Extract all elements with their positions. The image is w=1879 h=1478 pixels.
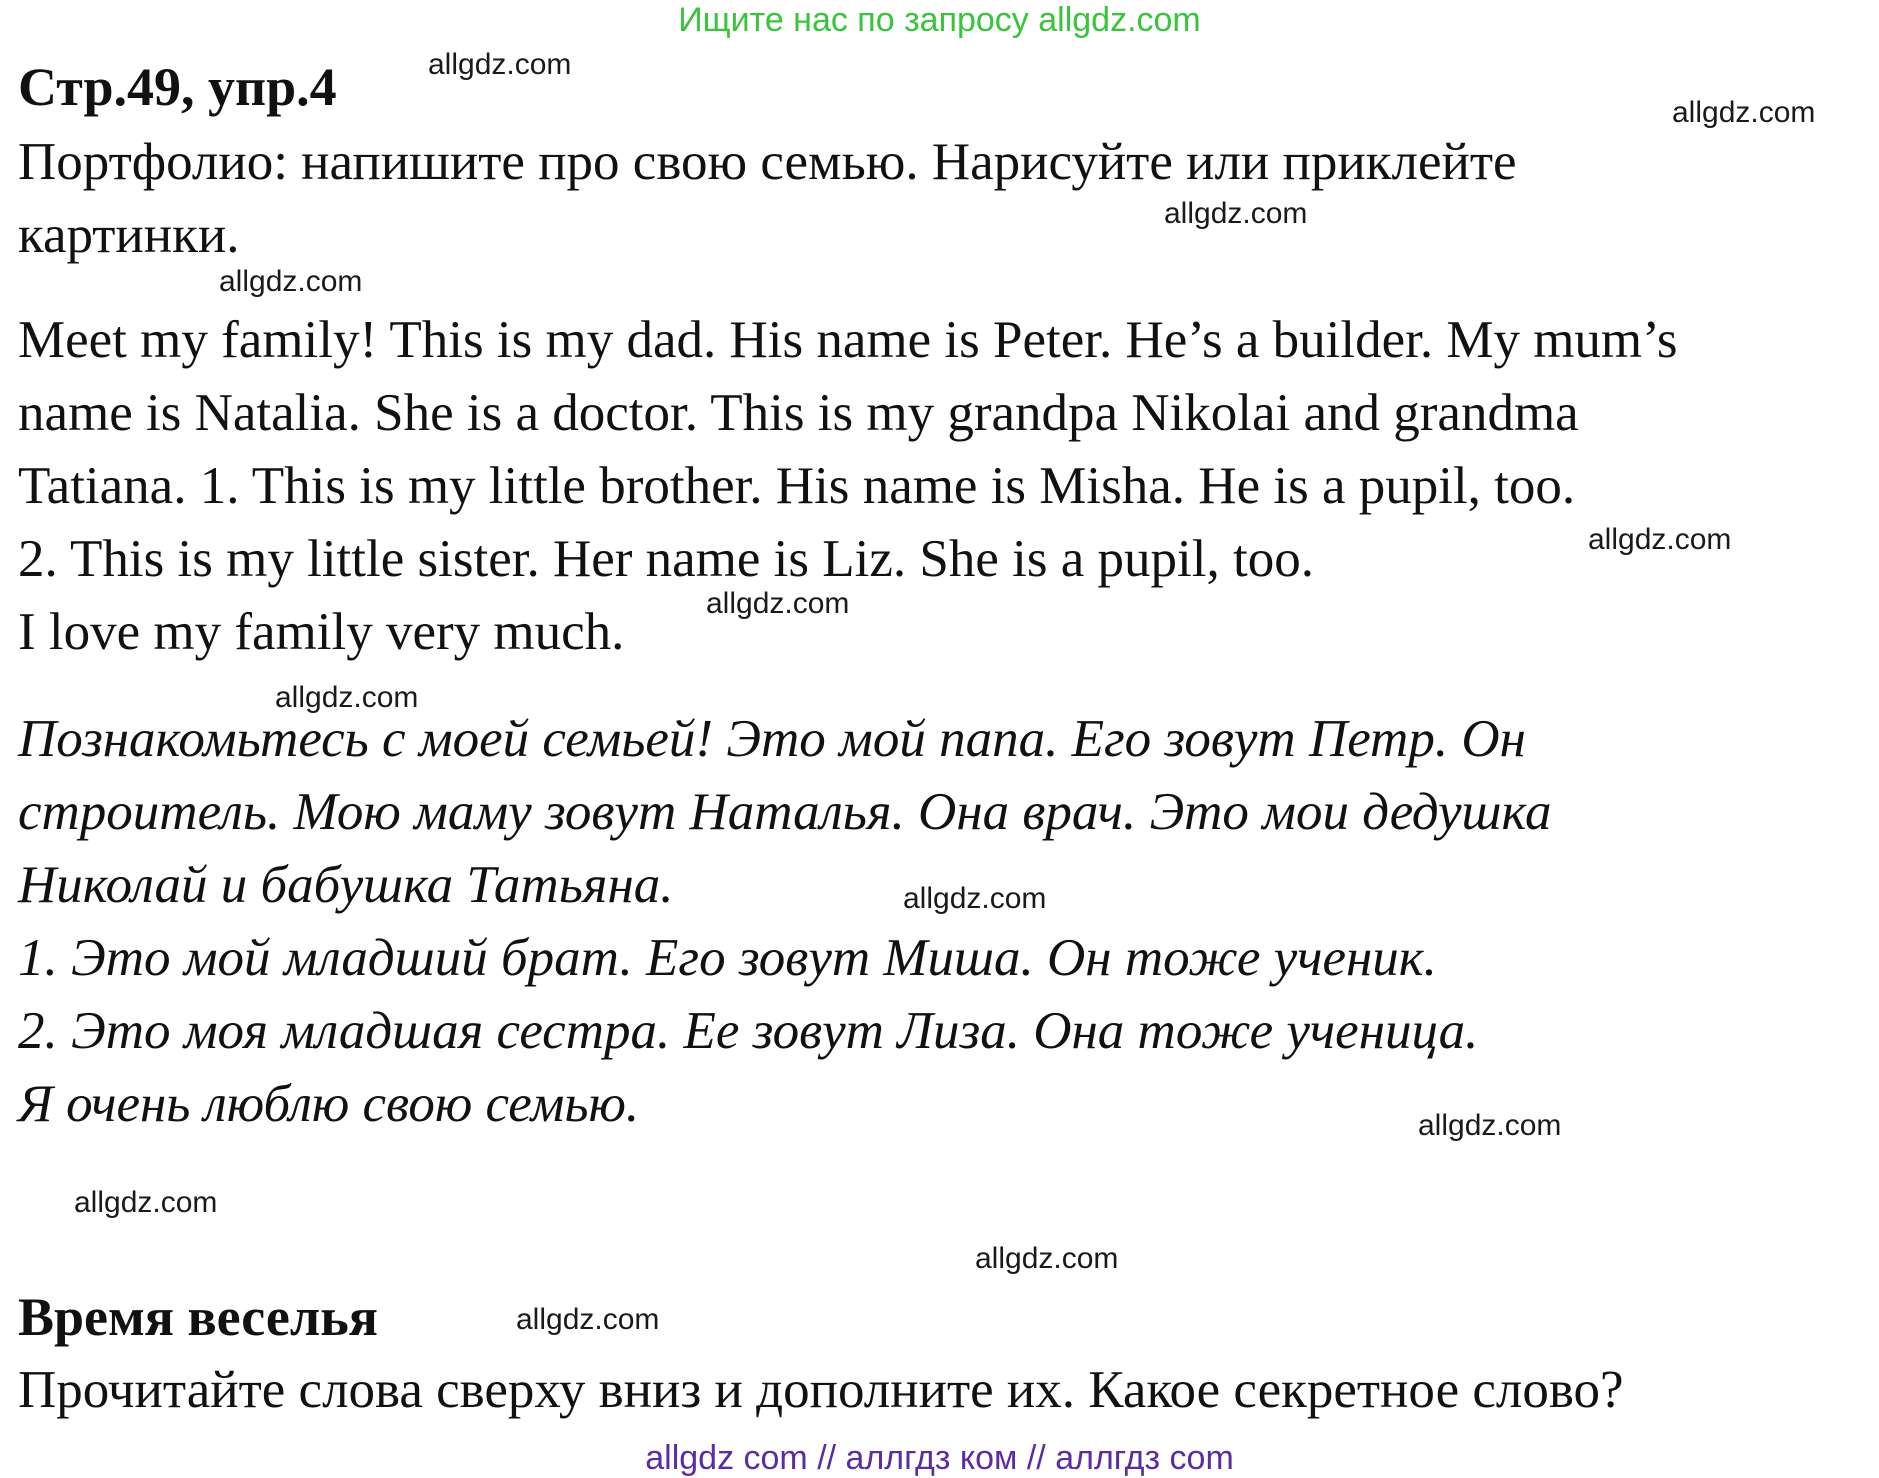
watermark: allgdz.com xyxy=(903,882,1047,915)
watermark: allgdz.com xyxy=(975,1242,1119,1275)
section-title: Время веселья xyxy=(18,1287,378,1347)
watermark: allgdz.com xyxy=(516,1303,660,1336)
english-text-line: Tatiana. 1. This is my little brother. His name is Misha. He is a pupil, too. xyxy=(18,457,1576,515)
exercise-title: Стр.49, упр.4 xyxy=(18,57,337,117)
watermark: allgdz.com xyxy=(706,587,850,620)
translation-line: 2. Это моя младшая сестра. Ее зовут Лиза. Она тоже ученица. xyxy=(18,1002,1479,1060)
watermark: allgdz.com xyxy=(74,1186,218,1219)
translation-line: Николай и бабушка Татьяна. xyxy=(18,856,674,914)
english-text-line: 2. This is my little sister. Her name is Liz. She is a pupil, too. xyxy=(18,530,1314,588)
section-instruction: Прочитайте слова сверху вниз и дополните их. Какое секретное слово? xyxy=(18,1361,1624,1419)
translation-line: строитель. Мою маму зовут Наталья. Она врач. Это мои дедушка xyxy=(18,783,1552,841)
top-banner: Ищите нас по запросу allgdz.com xyxy=(678,1,1201,39)
watermark: allgdz.com xyxy=(1588,523,1732,556)
instruction-line: картинки. xyxy=(18,206,240,264)
english-text-line: I love my family very much. xyxy=(18,603,625,661)
english-text-line: Meet my family! This is my dad. His name is Peter. He’s a builder. My mum’s xyxy=(18,311,1678,369)
instruction-line: Портфолио: напишите про свою семью. Нарисуйте или приклейте xyxy=(18,133,1517,191)
watermark: allgdz.com xyxy=(1418,1109,1562,1142)
watermark: allgdz.com xyxy=(1672,96,1816,129)
watermark: allgdz.com xyxy=(428,48,572,81)
watermark: allgdz.com xyxy=(219,265,363,298)
watermark: allgdz.com xyxy=(275,681,419,714)
bottom-banner: allgdz com // аллгдз ком // аллгдз com xyxy=(645,1439,1234,1477)
watermark: allgdz.com xyxy=(1164,197,1308,230)
translation-line: Я очень люблю свою семью. xyxy=(18,1075,640,1133)
english-text-line: name is Natalia. She is a doctor. This is my grandpa Nikolai and grandma xyxy=(18,384,1579,442)
translation-line: 1. Это мой младший брат. Его зовут Миша. Он тоже ученик. xyxy=(18,929,1437,987)
translation-line: Познакомьтесь с моей семьей! Это мой папа. Его зовут Петр. Он xyxy=(18,710,1526,768)
